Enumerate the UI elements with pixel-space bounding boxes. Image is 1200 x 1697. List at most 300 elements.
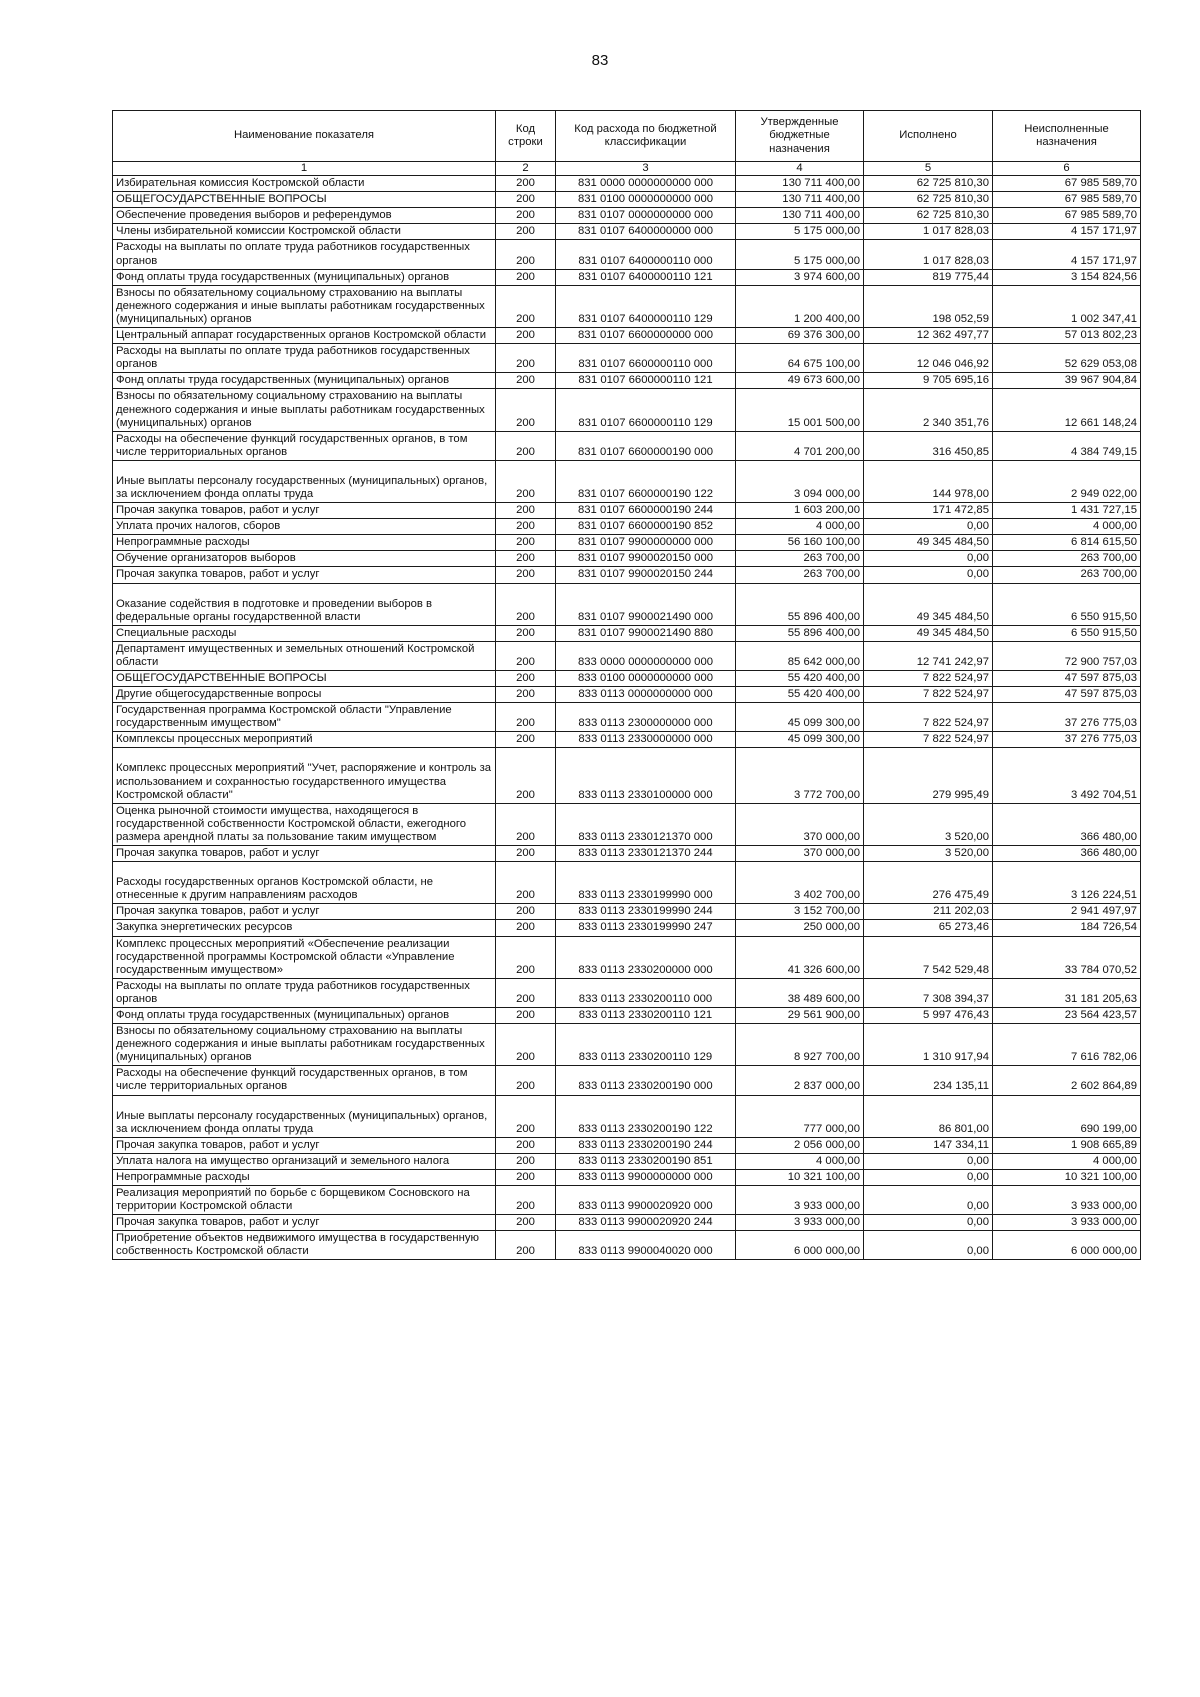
row-budget-code: 831 0107 6600000190 122 [556,460,736,502]
table-row [113,1095,1141,1137]
row-executed: 12 046 046,92 [864,344,993,373]
row-budget-code: 833 0113 2330199990 247 [556,920,736,936]
row-unexecuted: 57 013 802,23 [993,328,1141,344]
table-row [113,460,1141,502]
row-approved: 3 933 000,00 [736,1215,864,1231]
table-row [113,431,1141,460]
header-unexecuted: Неисполненные назначения [993,111,1141,162]
row-unexecuted: 263 700,00 [993,551,1141,567]
row-approved: 263 700,00 [736,551,864,567]
table-row [113,1066,1141,1095]
table-row [113,703,1141,732]
row-approved: 3 094 000,00 [736,460,864,502]
row-name: Оказание содействия в подготовке и проведении выборов в федеральные органы государственной власти [113,583,496,625]
row-approved: 3 772 700,00 [736,748,864,803]
row-name: Обучение организаторов выборов [113,551,496,567]
row-executed: 279 995,49 [864,748,993,803]
row-budget-code: 831 0107 6600000110 000 [556,344,736,373]
row-unexecuted: 3 126 224,51 [993,862,1141,904]
budget-execution-table [112,110,1141,1260]
row-code: 200 [496,846,556,862]
row-approved: 64 675 100,00 [736,344,864,373]
row-name: Непрограммные расходы [113,1169,496,1185]
table-row [113,748,1141,803]
row-name: Избирательная комиссия Костромской области [113,176,496,192]
row-name: Уплата прочих налогов, сборов [113,519,496,535]
row-executed: 5 997 476,43 [864,1007,993,1023]
row-unexecuted: 6 814 615,50 [993,535,1141,551]
row-code: 200 [496,224,556,240]
row-code: 200 [496,503,556,519]
row-budget-code: 833 0113 2330200190 000 [556,1066,736,1095]
row-code: 200 [496,687,556,703]
row-executed: 0,00 [864,567,993,583]
row-unexecuted: 12 661 148,24 [993,389,1141,431]
row-budget-code: 833 0113 2330121370 244 [556,846,736,862]
table-row [113,176,1141,192]
row-executed: 819 775,44 [864,269,993,285]
row-unexecuted: 67 985 589,70 [993,208,1141,224]
row-code: 200 [496,208,556,224]
row-name: Иные выплаты персоналу государственных (муниципальных) органов, за исключением фонда оплаты труда [113,1095,496,1137]
row-budget-code: 833 0113 2330200000 000 [556,936,736,978]
row-code: 200 [496,671,556,687]
row-code: 200 [496,732,556,748]
row-code: 200 [496,373,556,389]
row-budget-code: 831 0107 9900020150 244 [556,567,736,583]
row-budget-code: 833 0113 9900040020 000 [556,1231,736,1260]
row-budget-code: 833 0113 9900020920 000 [556,1186,736,1215]
header-budget-code: Код расхода по бюджетной классификации [556,111,736,162]
row-name: Департамент имущественных и земельных отношений Костромской области [113,641,496,670]
row-unexecuted: 67 985 589,70 [993,192,1141,208]
row-approved: 6 000 000,00 [736,1231,864,1260]
row-code: 200 [496,389,556,431]
row-executed: 0,00 [864,1169,993,1185]
row-approved: 4 000,00 [736,1153,864,1169]
header-row [113,111,1141,162]
row-budget-code: 833 0113 2330200110 000 [556,978,736,1007]
row-unexecuted: 4 000,00 [993,1153,1141,1169]
row-name: Реализация мероприятий по борьбе с борщевиком Сосновского на территории Костромской области [113,1186,496,1215]
row-budget-code: 833 0113 2330200190 244 [556,1137,736,1153]
row-executed: 7 822 524,97 [864,671,993,687]
row-executed: 62 725 810,30 [864,176,993,192]
table-row [113,862,1141,904]
row-name: Взносы по обязательному социальному страхованию на выплаты денежного содержания и иные выплаты работникам государственных (муниципальных) органов [113,285,496,327]
row-executed: 0,00 [864,1231,993,1260]
row-name: Расходы на выплаты по оплате труда работников государственных органов [113,978,496,1007]
row-unexecuted: 3 933 000,00 [993,1186,1141,1215]
row-name: Фонд оплаты труда государственных (муниципальных) органов [113,1007,496,1023]
row-name: Взносы по обязательному социальному страхованию на выплаты денежного содержания и иные выплаты работникам государственных (муниципальных) органов [113,1024,496,1066]
row-unexecuted: 52 629 053,08 [993,344,1141,373]
row-approved: 45 099 300,00 [736,703,864,732]
header-approved: Утвержденные бюджетные назначения [736,111,864,162]
row-code: 200 [496,1137,556,1153]
row-budget-code: 831 0107 9900021490 880 [556,625,736,641]
row-code: 200 [496,1007,556,1023]
table-row [113,389,1141,431]
column-number: 2 [496,162,556,176]
row-budget-code: 833 0113 9900000000 000 [556,1169,736,1185]
row-executed: 7 822 524,97 [864,703,993,732]
row-code: 200 [496,703,556,732]
row-approved: 38 489 600,00 [736,978,864,1007]
row-approved: 56 160 100,00 [736,535,864,551]
row-budget-code: 831 0107 9900020150 000 [556,551,736,567]
row-budget-code: 831 0107 6400000110 121 [556,269,736,285]
table-row [113,671,1141,687]
row-approved: 263 700,00 [736,567,864,583]
row-unexecuted: 366 480,00 [993,846,1141,862]
row-approved: 5 175 000,00 [736,224,864,240]
row-name: Специальные расходы [113,625,496,641]
row-approved: 4 701 200,00 [736,431,864,460]
page-number: 83 [591,52,609,69]
row-name: Комплексы процессных мероприятий [113,732,496,748]
row-unexecuted: 1 908 665,89 [993,1137,1141,1153]
row-approved: 55 896 400,00 [736,583,864,625]
row-unexecuted: 2 941 497,97 [993,904,1141,920]
row-approved: 130 711 400,00 [736,176,864,192]
row-code: 200 [496,904,556,920]
row-budget-code: 833 0113 0000000000 000 [556,687,736,703]
row-unexecuted: 23 564 423,57 [993,1007,1141,1023]
table-row [113,1137,1141,1153]
row-unexecuted: 3 154 824,56 [993,269,1141,285]
row-executed: 198 052,59 [864,285,993,327]
row-code: 200 [496,567,556,583]
row-code: 200 [496,176,556,192]
row-executed: 1 310 917,94 [864,1024,993,1066]
row-code: 200 [496,535,556,551]
row-name: Расходы государственных органов Костромской области, не отнесенные к другим направлениям расходов [113,862,496,904]
row-budget-code: 831 0100 0000000000 000 [556,192,736,208]
row-name: Центральный аппарат государственных органов Костромской области [113,328,496,344]
table-row [113,224,1141,240]
table-row [113,240,1141,269]
row-unexecuted: 3 933 000,00 [993,1215,1141,1231]
row-budget-code: 831 0107 6600000000 000 [556,328,736,344]
table-row [113,192,1141,208]
row-code: 200 [496,748,556,803]
table-row [113,625,1141,641]
row-budget-code: 831 0107 9900021490 000 [556,583,736,625]
row-approved: 5 175 000,00 [736,240,864,269]
table-row [113,732,1141,748]
row-unexecuted: 6 550 915,50 [993,583,1141,625]
row-name: Закупка энергетических ресурсов [113,920,496,936]
row-budget-code: 833 0100 0000000000 000 [556,671,736,687]
row-executed: 49 345 484,50 [864,535,993,551]
row-unexecuted: 37 276 775,03 [993,732,1141,748]
row-name: Фонд оплаты труда государственных (муниципальных) органов [113,269,496,285]
table-row [113,373,1141,389]
row-approved: 130 711 400,00 [736,208,864,224]
row-unexecuted: 263 700,00 [993,567,1141,583]
row-unexecuted: 10 321 100,00 [993,1169,1141,1185]
row-budget-code: 831 0107 6400000110 129 [556,285,736,327]
table-row [113,687,1141,703]
row-executed: 0,00 [864,551,993,567]
row-executed: 0,00 [864,1153,993,1169]
table-row [113,1153,1141,1169]
row-name: Государственная программа Костромской области "Управление государственным имуществом" [113,703,496,732]
row-name: Прочая закупка товаров, работ и услуг [113,1137,496,1153]
table-row [113,328,1141,344]
row-unexecuted: 2 949 022,00 [993,460,1141,502]
row-unexecuted: 7 616 782,06 [993,1024,1141,1066]
header-executed: Исполнено [864,111,993,162]
row-name: ОБЩЕГОСУДАРСТВЕННЫЕ ВОПРОСЫ [113,671,496,687]
row-name: Приобретение объектов недвижимого имущества в государственную собственность Костромской области [113,1231,496,1260]
row-approved: 49 673 600,00 [736,373,864,389]
row-executed: 147 334,11 [864,1137,993,1153]
row-approved: 45 099 300,00 [736,732,864,748]
row-code: 200 [496,936,556,978]
row-unexecuted: 67 985 589,70 [993,176,1141,192]
row-approved: 370 000,00 [736,803,864,845]
table-row [113,519,1141,535]
row-unexecuted: 31 181 205,63 [993,978,1141,1007]
row-executed: 12 362 497,77 [864,328,993,344]
row-executed: 65 273,46 [864,920,993,936]
row-unexecuted: 4 384 749,15 [993,431,1141,460]
row-approved: 55 896 400,00 [736,625,864,641]
row-approved: 2 837 000,00 [736,1066,864,1095]
column-number: 3 [556,162,736,176]
row-unexecuted: 1 431 727,15 [993,503,1141,519]
row-approved: 3 974 600,00 [736,269,864,285]
row-approved: 3 933 000,00 [736,1186,864,1215]
row-approved: 777 000,00 [736,1095,864,1137]
row-executed: 62 725 810,30 [864,208,993,224]
row-executed: 12 741 242,97 [864,641,993,670]
row-budget-code: 831 0107 6600000110 121 [556,373,736,389]
row-executed: 234 135,11 [864,1066,993,1095]
row-code: 200 [496,1215,556,1231]
row-unexecuted: 6 000 000,00 [993,1231,1141,1260]
row-name: Непрограммные расходы [113,535,496,551]
table-row [113,1024,1141,1066]
row-unexecuted: 690 199,00 [993,1095,1141,1137]
column-number: 1 [113,162,496,176]
row-approved: 370 000,00 [736,846,864,862]
table-row [113,208,1141,224]
table-row [113,503,1141,519]
row-budget-code: 831 0107 6600000110 129 [556,389,736,431]
row-approved: 250 000,00 [736,920,864,936]
column-numbers-row [113,162,1141,176]
table-row [113,1169,1141,1185]
row-unexecuted: 366 480,00 [993,803,1141,845]
row-budget-code: 831 0107 6400000110 000 [556,240,736,269]
row-name: Другие общегосударственные вопросы [113,687,496,703]
column-number: 5 [864,162,993,176]
row-unexecuted: 37 276 775,03 [993,703,1141,732]
row-name: Прочая закупка товаров, работ и услуг [113,904,496,920]
row-name: Прочая закупка товаров, работ и услуг [113,1215,496,1231]
row-approved: 55 420 400,00 [736,671,864,687]
row-executed: 0,00 [864,1186,993,1215]
row-code: 200 [496,460,556,502]
row-unexecuted: 72 900 757,03 [993,641,1141,670]
row-approved: 130 711 400,00 [736,192,864,208]
row-code: 200 [496,240,556,269]
row-code: 200 [496,862,556,904]
row-code: 200 [496,641,556,670]
row-name: Прочая закупка товаров, работ и услуг [113,846,496,862]
row-code: 200 [496,431,556,460]
row-code: 200 [496,1231,556,1260]
row-executed: 3 520,00 [864,803,993,845]
row-approved: 15 001 500,00 [736,389,864,431]
row-budget-code: 831 0107 6600000190 852 [556,519,736,535]
table-row [113,936,1141,978]
table-row [113,1007,1141,1023]
row-code: 200 [496,1186,556,1215]
row-approved: 3 402 700,00 [736,862,864,904]
row-unexecuted: 4 000,00 [993,519,1141,535]
row-unexecuted: 6 550 915,50 [993,625,1141,641]
row-unexecuted: 184 726,54 [993,920,1141,936]
table-row [113,344,1141,373]
row-code: 200 [496,285,556,327]
row-budget-code: 833 0113 2300000000 000 [556,703,736,732]
row-code: 200 [496,269,556,285]
row-budget-code: 831 0107 6600000190 244 [556,503,736,519]
row-approved: 1 200 400,00 [736,285,864,327]
row-executed: 2 340 351,76 [864,389,993,431]
column-number: 4 [736,162,864,176]
column-number: 6 [993,162,1141,176]
row-budget-code: 833 0113 2330200110 121 [556,1007,736,1023]
row-approved: 41 326 600,00 [736,936,864,978]
row-name: Прочая закупка товаров, работ и услуг [113,567,496,583]
row-name: Комплекс процессных мероприятий "Учет, распоряжение и контроль за использованием и сохранностью государственного имущества Костромской области" [113,748,496,803]
row-budget-code: 831 0107 6400000000 000 [556,224,736,240]
row-unexecuted: 3 492 704,51 [993,748,1141,803]
row-code: 200 [496,920,556,936]
row-name: Иные выплаты персоналу государственных (муниципальных) органов, за исключением фонда оплаты труда [113,460,496,502]
row-name: Уплата налога на имущество организаций и земельного налога [113,1153,496,1169]
row-approved: 1 603 200,00 [736,503,864,519]
row-budget-code: 833 0113 2330121370 000 [556,803,736,845]
row-code: 200 [496,803,556,845]
table-row [113,551,1141,567]
row-name: Расходы на обеспечение функций государственных органов, в том числе территориальных органов [113,1066,496,1095]
row-unexecuted: 33 784 070,52 [993,936,1141,978]
row-executed: 86 801,00 [864,1095,993,1137]
table-row [113,583,1141,625]
row-executed: 3 520,00 [864,846,993,862]
row-executed: 276 475,49 [864,862,993,904]
row-budget-code: 833 0113 9900020920 244 [556,1215,736,1231]
row-name: Фонд оплаты труда государственных (муниципальных) органов [113,373,496,389]
row-budget-code: 833 0113 2330199990 000 [556,862,736,904]
row-code: 200 [496,192,556,208]
table-row [113,1215,1141,1231]
row-approved: 55 420 400,00 [736,687,864,703]
row-budget-code: 831 0000 0000000000 000 [556,176,736,192]
row-approved: 10 321 100,00 [736,1169,864,1185]
table-body [113,176,1141,1260]
table-row [113,567,1141,583]
row-executed: 0,00 [864,519,993,535]
row-code: 200 [496,551,556,567]
row-code: 200 [496,583,556,625]
table-row [113,269,1141,285]
row-unexecuted: 4 157 171,97 [993,240,1141,269]
row-name: Члены избирательной комиссии Костромской области [113,224,496,240]
row-name: Расходы на выплаты по оплате труда работников государственных органов [113,240,496,269]
row-code: 200 [496,1153,556,1169]
row-approved: 29 561 900,00 [736,1007,864,1023]
table-row [113,535,1141,551]
header-indicator-name: Наименование показателя [113,111,496,162]
row-code: 200 [496,1169,556,1185]
row-name: Прочая закупка товаров, работ и услуг [113,503,496,519]
row-executed: 7 822 524,97 [864,732,993,748]
table-row [113,904,1141,920]
row-unexecuted: 39 967 904,84 [993,373,1141,389]
row-approved: 4 000,00 [736,519,864,535]
row-code: 200 [496,625,556,641]
row-executed: 144 978,00 [864,460,993,502]
row-executed: 1 017 828,03 [864,240,993,269]
table-row [113,846,1141,862]
row-unexecuted: 2 602 864,89 [993,1066,1141,1095]
table-row [113,978,1141,1007]
table-row [113,1231,1141,1260]
row-approved: 3 152 700,00 [736,904,864,920]
row-unexecuted: 47 597 875,03 [993,671,1141,687]
row-approved: 2 056 000,00 [736,1137,864,1153]
row-name: Оценка рыночной стоимости имущества, находящегося в государственной собственности Костромской области, ежегодного размера арендной платы за пользование таким имуществом [113,803,496,845]
row-budget-code: 833 0113 2330000000 000 [556,732,736,748]
header-row-code: Код строки [496,111,556,162]
row-budget-code: 833 0113 2330200110 129 [556,1024,736,1066]
row-name: Расходы на выплаты по оплате труда работников государственных органов [113,344,496,373]
table-row [113,803,1141,845]
row-code: 200 [496,1066,556,1095]
row-executed: 49 345 484,50 [864,625,993,641]
row-code: 200 [496,1095,556,1137]
row-budget-code: 831 0107 6600000190 000 [556,431,736,460]
table-row [113,285,1141,327]
row-executed: 316 450,85 [864,431,993,460]
row-budget-code: 833 0113 2330199990 244 [556,904,736,920]
row-executed: 1 017 828,03 [864,224,993,240]
row-name: ОБЩЕГОСУДАРСТВЕННЫЕ ВОПРОСЫ [113,192,496,208]
row-budget-code: 833 0113 2330100000 000 [556,748,736,803]
row-budget-code: 833 0113 2330200190 122 [556,1095,736,1137]
row-code: 200 [496,978,556,1007]
row-budget-code: 833 0000 0000000000 000 [556,641,736,670]
row-code: 200 [496,328,556,344]
row-code: 200 [496,1024,556,1066]
row-executed: 171 472,85 [864,503,993,519]
row-approved: 85 642 000,00 [736,641,864,670]
row-executed: 9 705 695,16 [864,373,993,389]
row-name: Обеспечение проведения выборов и референдумов [113,208,496,224]
row-executed: 62 725 810,30 [864,192,993,208]
row-budget-code: 831 0107 9900000000 000 [556,535,736,551]
row-unexecuted: 1 002 347,41 [993,285,1141,327]
row-unexecuted: 47 597 875,03 [993,687,1141,703]
row-name: Взносы по обязательному социальному страхованию на выплаты денежного содержания и иные выплаты работникам государственных (муниципальных) органов [113,389,496,431]
